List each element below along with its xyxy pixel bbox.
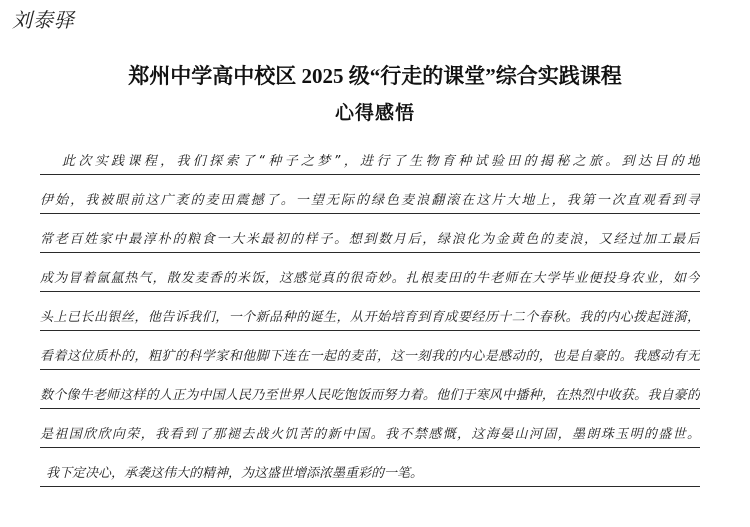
essay-line: 数个像牛老师这样的人正为中国人民乃至世界人民吃饱饭而努力着。他们于寒风中播种，在热烈中收获。我自豪的 xyxy=(40,384,700,409)
essay-line: 头上已长出银丝，他告诉我们，一个新品种的诞生，从开始培育到育成要经历十二个春秋。我的内心拨起涟漪， xyxy=(40,306,700,331)
essay-line: 是祖国欣欣向荣，我看到了那褪去战火饥苦的新中国。我不禁感慨，这海晏山河固，墨朗珠玉明的盛世。 xyxy=(40,423,700,448)
essay-body xyxy=(40,0,700,527)
essay-line: 我下定决心，承袭这伟大的精神，为这盛世增添浓墨重彩的一笔。 xyxy=(40,462,700,487)
document-title: 郑州中学高中校区 2025 级“行走的课堂”综合实践课程 xyxy=(128,64,622,88)
essay-line: 伊始，我被眼前这广袤的麦田震撼了。一望无际的绿色麦浪翻滚在这片大地上，我第一次直观看到寻 xyxy=(40,189,700,214)
essay-line: 常老百姓家中最淳朴的粮食一大米最初的样子。想到数月后，绿浪化为金黄色的麦浪，又经过加工最后 xyxy=(40,228,700,253)
author-signature: 刘泰驿 xyxy=(12,8,75,32)
document-subtitle: 心得感悟 xyxy=(334,103,415,124)
essay-line: 成为冒着氤氲热气，散发麦香的米饭，这感觉真的很奇妙。扎根麦田的牛老师在大学毕业便投身农业，如今 xyxy=(40,267,700,292)
essay-line: 看着这位质朴的，粗犷的科学家和他脚下连在一起的麦苗，这一刻我的内心是感动的，也是自豪的。我感动有无 xyxy=(40,345,700,370)
essay-line: 此次实践课程，我们探索了“种子之梦”，进行了生物育种试验田的揭秘之旅。到达目的地 xyxy=(40,150,700,175)
